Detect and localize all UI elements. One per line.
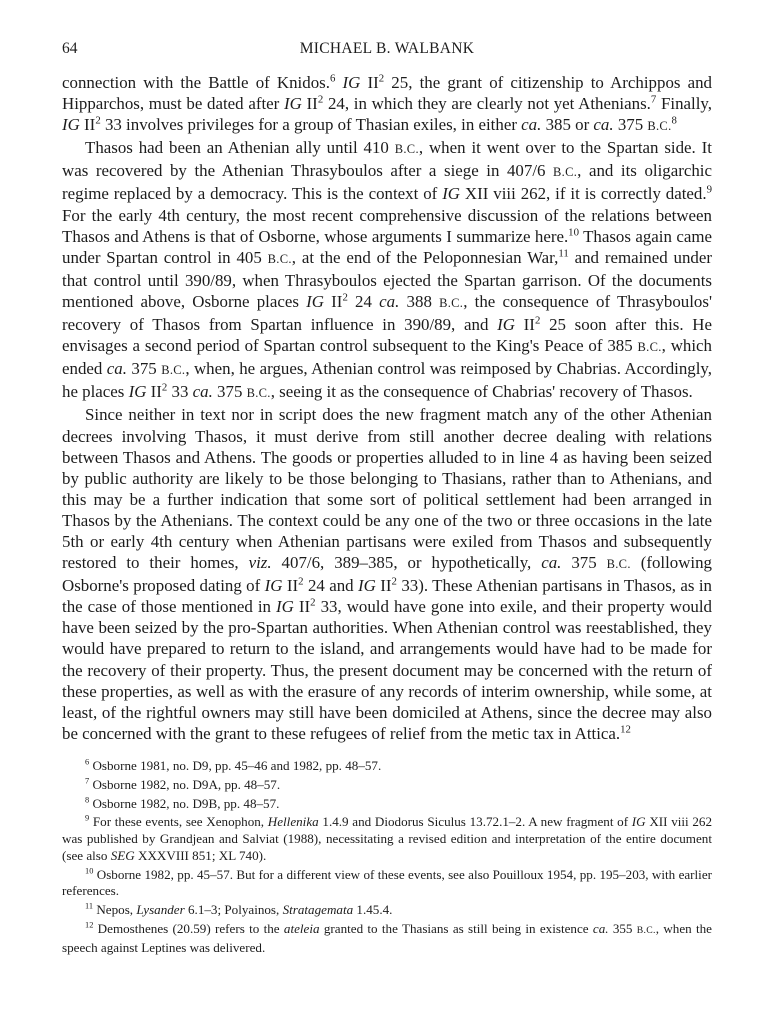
page-header	[62, 40, 712, 62]
page	[62, 40, 712, 959]
footnote-6: $^6$ Osborne 1981, no. D9, pp. 45–46 and 1982, pp. 48–57.	[85, 757, 382, 773]
footnote-8: $^8$ Osborne 1982, no. D9B, pp. 48–57.	[85, 795, 280, 811]
footnote-12: $^{12}$ Demosthenes (20.59) refers to the ateleia granted to the Thasians as still being in existence ca. 355 B.C., when the speech against Leptines was delivered.	[62, 920, 712, 955]
footnote-11: $^{11}$ Nepos, Lysander 6.1–3; Polyainos, Stratagemata 1.45.4.	[85, 901, 393, 918]
footnote-10: $^{10}$ Osborne 1982, pp. 45–57. But for a different view of these events, see also Pouilloux 1954, pp. 195–203, with earlier references.	[62, 866, 712, 899]
body-text	[62, 72, 712, 744]
paragraph-2: Thasos had been an Athenian ally until 410 B.C., when it went over to the Spartan side. It was recovered by the Athenian Thrasyboulos after a siege in 407/6 B.C., and its oligarchic regime replaced by a democracy. This is the context of IG XII viii 262, if it is correctly dated.$^9$ For the early 4th century, the most recent comprehensive discussion of the relations between Thasos and Athens is that of Osborne, whose arguments I summarize here.$^{10}$ Thasos again came under Spartan control in 405 B.C., at the end of the Peloponnesian War,$^{11}$ and remained under that control until 390/89, when Thrasyboulos ejected the Spartan garrison. Of the documents mentioned above, Osborne places IG $II^2$ 24 ca. 388 B.C., the consequence of Thrasyboulos' recovery of Thasos from Spartan influence in 390/89, and IG $II^2$ 25 soon after this. He envisages a second period of Spartan control subsequent to the King's Peace of 385 B.C., which ended ca. 375 B.C., when, he argues, Athenian control was reimposed by Chabrias. Accordingly, he places IG $II^2$ 33 ca. 375 B.C., seeing it as the consequence of Chabrias' recovery of Thasos.	[62, 138, 713, 402]
footnote-7: $^7$ Osborne 1982, no. D9A, pp. 48–57.	[85, 776, 281, 792]
footnote-9: $^9$ For these events, see Xenophon, Hellenika 1.4.9 and Diodorus Siculus 13.72.1–2. A new fragment of IG XII viii 262 was published by Grandjean and Salviat (1988), necessitating a revised edition and interpretation of the entire document (see also SEG XXXVIII 851; XL 740).	[62, 813, 713, 863]
page-number: 64	[62, 40, 78, 57]
paragraph-3: Since neither in text nor in script does the new fragment match any of the other Athenian decrees involving Thasos, it must derive from still another decree dealing with relations between Thasos and Athens. The goods or properties alluded to in line 4 as having been seized by public authority are likely to be those belonging to Thasians, rather than to Athenians, and this may be a further indication that some sort of political settlement had been arranged in Thasos by the Athenians. The context could be any one of the two or three occasions in the late 5th or early 4th century when Athenian partisans were exiled from Thasos and subsequently restored to their homes, viz. 407/6, 389–385, or hypothetically, ca. 375 B.C. (following Osborne's proposed dating of IG $II^2$ 24 and IG $II^2$ 33). These Athenian partisans in Thasos, as in the case of those mentioned in IG $II^2$ 33, would have gone into exile, and their property would have been seized by the pro-Spartan authorities. When Athenian control was reestablished, they would have prepared to return to the island, and arrangements would have had to be made for the recovery of their property. Thus, the present document may be concerned with the return of these properties, as well as with the erasure of any records of interim ownership, while some, at least, of the rightful owners may still have been domiciled at Athens, since the decree may also be concerned with the grant to these refugees of relief from the metic tax in Attica.$^{12}$	[62, 405, 713, 743]
paragraph-1: connection with the Battle of Knidos.$^6$ IG $II^2$ 25, the grant of citizenship to Archippos and Hipparchos, must be dated after IG $II^2$ 24, in which they are clearly not yet Athenians.$^7$ Finally, IG $II^2$ 33 involves privileges for a group of Thasian exiles, in either ca. 385 or ca. 375 B.C.$^8$	[62, 72, 712, 135]
footnotes	[62, 758, 712, 957]
running-head: MICHAEL B. WALBANK	[299, 40, 475, 57]
